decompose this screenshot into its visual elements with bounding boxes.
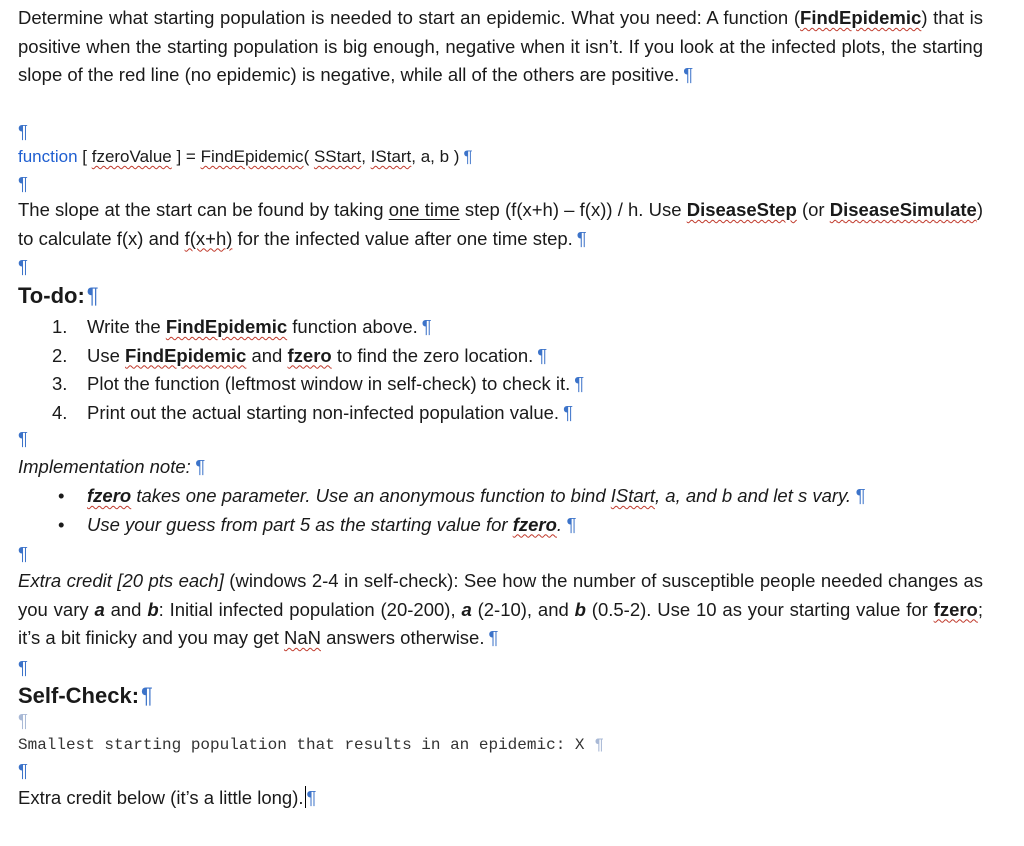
implementation-note-label: Implementation note:¶	[18, 453, 983, 482]
pilcrow-mark	[563, 402, 573, 423]
pilcrow-mark	[488, 627, 498, 648]
pilcrow-mark	[855, 485, 865, 506]
pilcrow-mark	[18, 428, 28, 449]
extra-credit-footer: Extra credit below (it’s a little long).¶	[18, 784, 983, 813]
bullet-dot: •	[58, 513, 65, 535]
empty-paragraph	[18, 540, 983, 569]
signature-arg-istart: IStart	[370, 147, 412, 166]
empty-paragraph	[18, 654, 983, 683]
empty-paragraph	[18, 757, 983, 786]
selfcheck-heading: Self-Check:¶	[18, 682, 983, 711]
extra-credit-label: Extra credit [20 pts each]	[18, 570, 224, 591]
intro-text-2: ) that is positive when the starting population is big enough, negative when it isn’t. If you look at the infected plots, the starting slope of the red line (no epidemic) is negative, while all of the others are positive.	[18, 7, 983, 85]
pilcrow-mark	[574, 373, 584, 394]
empty-paragraph	[18, 425, 983, 454]
implementation-bullets	[58, 482, 865, 539]
list-item: 2. Use FindEpidemic and fzero to find the zero location.¶	[52, 342, 584, 371]
list-item: 3. Plot the function (leftmost window in self-check) to check it.¶	[52, 370, 584, 399]
pilcrow-mark	[87, 283, 99, 308]
fxh-term: f(x+h)	[184, 227, 233, 249]
list-item: • fzero takes one parameter. Use an anonymous function to bind IStart, a, and b and let s vary.¶	[58, 482, 865, 511]
list-item: 4. Print out the actual starting non-infected population value.¶	[52, 399, 584, 428]
empty-paragraph	[18, 253, 983, 282]
function-keyword: function	[18, 147, 78, 166]
pilcrow-mark	[141, 683, 153, 708]
intro-text-1: Determine what starting population is needed to start an epidemic. What you need: A function (	[18, 7, 801, 28]
todo-heading: To-do:¶	[18, 282, 983, 311]
diseasesimulate-term: DiseaseSimulate	[829, 199, 977, 220]
pilcrow-mark	[307, 787, 317, 808]
pilcrow-mark	[195, 456, 205, 477]
diseasestep-term: DiseaseStep	[686, 199, 797, 220]
pilcrow-mark	[595, 736, 605, 754]
pilcrow-mark	[18, 121, 28, 142]
signature-function-name: FindEpidemic	[200, 147, 304, 166]
output-var: fzeroValue	[91, 147, 172, 166]
list-item: • Use your guess from part 5 as the starting value for fzero.¶	[58, 511, 865, 540]
pilcrow-mark	[18, 760, 28, 781]
pilcrow-mark	[422, 316, 432, 337]
intro-paragraph	[18, 4, 983, 90]
text-cursor	[305, 786, 306, 808]
pilcrow-mark	[463, 147, 472, 166]
pilcrow-mark	[577, 228, 587, 249]
slope-paragraph: The slope at the start can be found by taking one time step (f(x+h) – f(x)) / h. Use DiseaseStep (or DiseaseSimulate) to calculate f(x) and f(x+h) for the infected value after one time step.¶	[18, 196, 983, 253]
todo-list	[52, 313, 584, 427]
function-signature: function [ fzeroValue ] = FindEpidemic( SStart, IStart, a, b )¶	[18, 143, 983, 172]
pilcrow-mark	[18, 710, 28, 731]
pilcrow-mark	[18, 173, 28, 194]
pilcrow-mark	[683, 64, 693, 85]
pilcrow-mark	[566, 514, 576, 535]
one-time-term: one time	[388, 199, 460, 220]
signature-arg-sstart: SStart	[313, 147, 362, 166]
empty-paragraph	[18, 170, 983, 199]
bullet-dot: •	[58, 485, 65, 506]
pilcrow-mark	[18, 543, 28, 564]
pilcrow-mark	[18, 256, 28, 277]
extra-credit-paragraph: Extra credit [20 pts each] (windows 2-4 in self-check): See how the number of susceptible people needed changes as you vary a and b: Initial infected population (20-200), a (2-10), and b (0.5-2). Use 10 as your starting value for fzero; it’s a bit finicky and you may get NaN answers otherwise.¶	[18, 567, 983, 653]
pilcrow-mark	[18, 657, 28, 678]
pilcrow-mark	[537, 345, 547, 366]
findepidemic-term: FindEpidemic	[800, 7, 922, 28]
selfcheck-output: Smallest starting population that results in an epidemic: X¶	[18, 731, 983, 760]
list-item: 1. Write the FindEpidemic function above.¶	[52, 313, 584, 342]
